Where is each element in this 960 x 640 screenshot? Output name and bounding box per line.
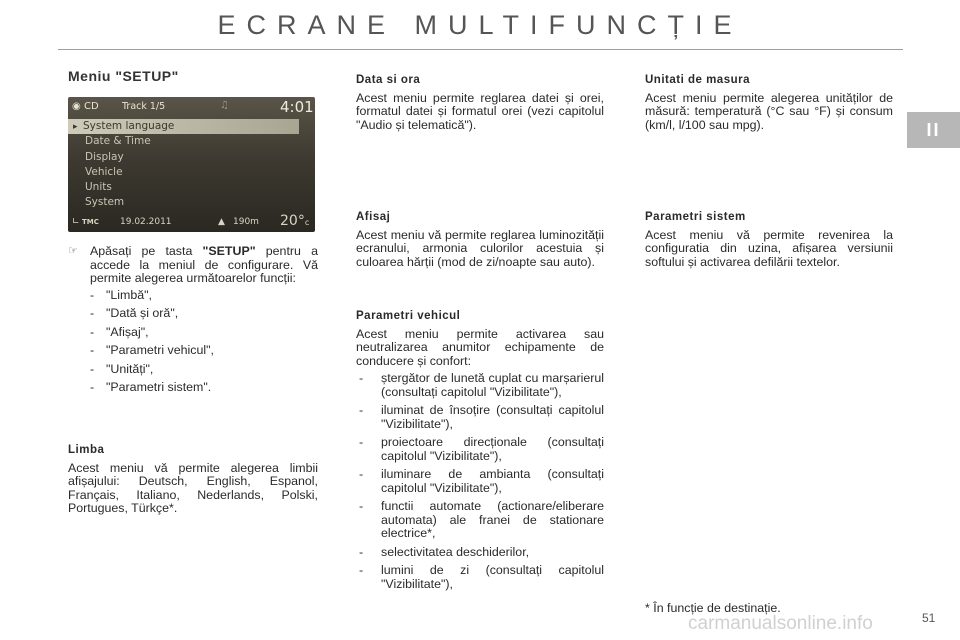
vehicle-params-list [356, 372, 604, 591]
display-text: Acest meniu vă permite reglarea luminozității ecranului, armonia culorilor acestuia și culoarea hărții (mod de zi/noapte sau auto). [356, 227, 604, 269]
page-number: 51 [922, 611, 936, 625]
list-item: - "Parametri vehicul", [68, 344, 318, 358]
units-heading: Unitati de masura [645, 74, 750, 86]
setup-section [68, 70, 318, 84]
limba-text: Acest meniu vă permite alegerea limbii afișajului: Deutsch, English, Espanol, Français, Italiano, Nederlands, Polski, Portugues, Türkçe*. [68, 460, 318, 515]
list-item: - "Dată și oră", [68, 307, 318, 321]
title-divider [58, 49, 903, 50]
screen-track: Track 1/5 [122, 101, 166, 112]
system-params-heading: Parametri sistem [645, 211, 746, 223]
list-item: - "Limbă", [68, 289, 318, 303]
menu-item-display: Display [85, 150, 124, 163]
list-item: - "Afișaj", [68, 326, 318, 340]
date-time-heading: Data si ora [356, 74, 421, 86]
multifunction-screen [68, 97, 315, 232]
screen-source: CD [84, 101, 99, 112]
list-item: - proiectoare direcționale (consultați capitolul "Vizibilitate"), [356, 436, 604, 463]
page-title: ECRANE MULTIFUNCȚIE [217, 10, 743, 40]
music-note-icon: ♫ [220, 100, 229, 111]
cd-icon: ◉ [72, 101, 81, 112]
menu-item-units: Units [85, 181, 112, 194]
screen-status-bar [68, 97, 315, 117]
navigation-arrow-icon: ▲ [218, 217, 225, 227]
menu-item-system-language: ▸ System language [68, 119, 299, 134]
list-item: - selectivitatea deschiderilor, [356, 546, 604, 560]
setup-menu-list [68, 119, 315, 211]
list-item: - iluminat de însoțire (consultați capitolul "Vizibilitate"), [356, 404, 604, 431]
list-item: - "Unități", [68, 363, 318, 377]
display-section [356, 211, 604, 269]
screen-bottom-bar [68, 213, 315, 232]
screen-distance: 190m [233, 217, 259, 227]
limba-section [68, 444, 318, 516]
list-item: - functii automate (actionare/eliberare automata) ale franei de stationare electrice*, [356, 500, 604, 541]
menu-arrow-icon: ▸ [73, 122, 78, 132]
menu-item-system: System [85, 196, 125, 209]
setup-heading: Meniu "SETUP" [68, 68, 179, 84]
list-item: - lumini de zi (consultați capitolul "Vizibilitate"), [356, 564, 604, 591]
list-item: - "Parametri sistem". [68, 381, 318, 395]
screen-tmc: TMC [82, 218, 99, 226]
setup-functions-list [68, 289, 318, 395]
vehicle-params-section [356, 310, 604, 596]
date-time-text: Acest meniu permite reglarea datei și orei, formatul datei și formatul orei (vezi capitolul "Audio și telematică"). [356, 90, 604, 132]
screen-date: 19.02.2011 [120, 217, 172, 227]
press-setup-text: Apăsați pe tasta "SETUP" pentru a accede la meniul de configurare. Vă permite alegerea următoarelor funcții: [90, 244, 318, 285]
limba-heading: Limba [68, 444, 105, 456]
screen-clock: 4:01 [280, 98, 314, 116]
watermark: carmanualsonline.info [688, 613, 873, 634]
menu-item-vehicle: Vehicle [85, 165, 123, 178]
list-item: - ștergător de lunetă cuplat cu marșarierul (consultați capitolul "Vizibilitate"), [356, 372, 604, 399]
system-params-section [645, 211, 893, 269]
units-text: Acest meniu permite alegerea unităților de măsură: temperatură (°C sau °F) și consum (km/l, l/100 sau mpg). [645, 90, 893, 132]
vehicle-params-text: Acest meniu permite activarea sau neutralizarea anumitor echipamente de conducere și confort: [356, 326, 604, 368]
vehicle-params-heading: Parametri vehicul [356, 310, 461, 322]
display-heading: Afisaj [356, 211, 391, 223]
pointing-hand-icon: ☞ [68, 245, 78, 257]
footnote: * În funcție de destinație. [645, 601, 781, 615]
signal-icon: ∟ [72, 217, 80, 227]
screen-temperature: 20°c [280, 213, 310, 229]
list-item: - iluminare de ambianta (consultați capitolul "Vizibilitate"), [356, 468, 604, 495]
units-section [645, 74, 893, 132]
system-params-text: Acest meniu vă permite revenirea la configuratia din uzina, afișarea versiunii softului și activarea defilării textelor. [645, 227, 893, 269]
date-time-section [356, 74, 604, 132]
chapter-tab: II [907, 112, 960, 148]
menu-item-date-time: Date & Time [85, 135, 151, 148]
setup-instructions [68, 245, 318, 400]
